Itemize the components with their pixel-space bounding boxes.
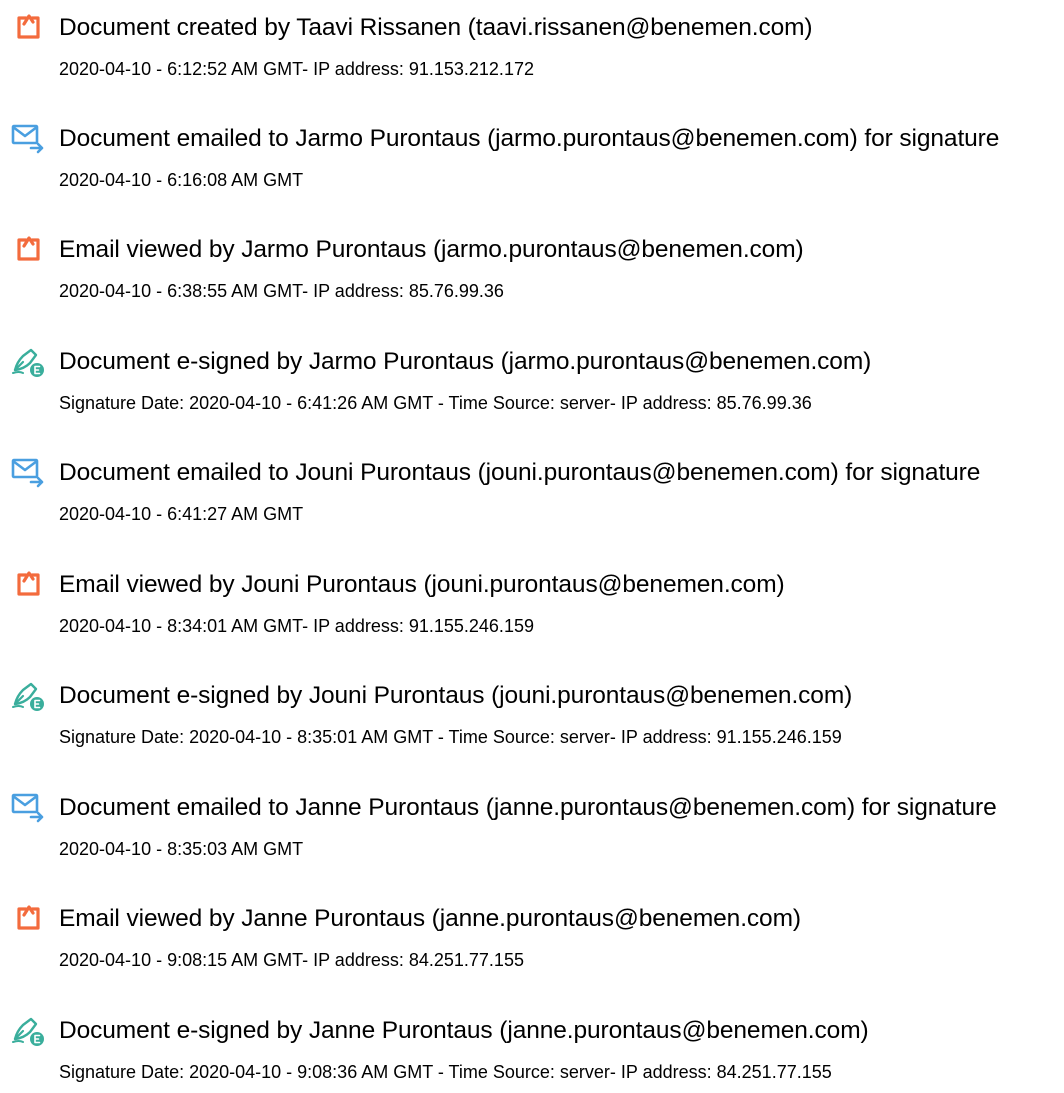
email-sent-icon <box>11 121 45 155</box>
event-detail: 2020-04-10 - 8:34:01 AM GMT- IP address: 91.155.246.159 <box>59 616 534 636</box>
email-viewed-icon <box>11 567 45 601</box>
email-sent-icon <box>11 790 45 824</box>
event-title: Email viewed by Jarmo Purontaus (jarmo.purontaus@benemen.com) <box>59 236 804 263</box>
email-viewed-icon <box>11 232 45 266</box>
audit-event <box>0 1003 1064 1093</box>
e-sign-pen-icon <box>11 678 45 712</box>
event-title: Document emailed to Janne Purontaus (janne.purontaus@benemen.com) for signature <box>59 794 997 821</box>
event-title: Document e-signed by Jouni Purontaus (jouni.purontaus@benemen.com) <box>59 682 853 709</box>
e-sign-pen-icon <box>11 1013 45 1047</box>
event-detail: 2020-04-10 - 6:12:52 AM GMT- IP address: 91.153.212.172 <box>59 59 534 79</box>
audit-event <box>0 334 1064 424</box>
event-title: Document emailed to Jarmo Purontaus (jarmo.purontaus@benemen.com) for signature <box>59 125 1000 152</box>
event-detail: Signature Date: 2020-04-10 - 9:08:36 AM GMT - Time Source: server- IP address: 84.251.77.155 <box>59 1062 832 1082</box>
event-title: Document e-signed by Janne Purontaus (janne.purontaus@benemen.com) <box>59 1017 869 1044</box>
event-detail: 2020-04-10 - 9:08:15 AM GMT- IP address: 84.251.77.155 <box>59 950 524 970</box>
e-sign-pen-icon <box>11 344 45 378</box>
audit-event <box>0 557 1064 647</box>
event-detail: Signature Date: 2020-04-10 - 8:35:01 AM GMT - Time Source: server- IP address: 91.155.246.159 <box>59 727 842 747</box>
audit-event <box>0 111 1064 201</box>
event-detail: Signature Date: 2020-04-10 - 6:41:26 AM GMT - Time Source: server- IP address: 85.76.99.36 <box>59 393 812 413</box>
audit-event <box>0 222 1064 312</box>
event-detail: 2020-04-10 - 8:35:03 AM GMT <box>59 839 304 859</box>
email-sent-icon <box>11 455 45 489</box>
event-title: Document emailed to Jouni Purontaus (jouni.purontaus@benemen.com) for signature <box>59 459 981 486</box>
event-title: Email viewed by Jouni Purontaus (jouni.purontaus@benemen.com) <box>59 571 785 598</box>
event-title: Email viewed by Janne Purontaus (janne.purontaus@benemen.com) <box>59 905 801 932</box>
event-detail: 2020-04-10 - 6:41:27 AM GMT <box>59 504 304 524</box>
event-title: Document e-signed by Jarmo Purontaus (jarmo.purontaus@benemen.com) <box>59 348 872 375</box>
event-detail: 2020-04-10 - 6:16:08 AM GMT <box>59 170 304 190</box>
document-created-icon <box>11 10 45 44</box>
event-title: Document created by Taavi Rissanen (taavi.rissanen@benemen.com) <box>59 14 813 41</box>
audit-event <box>0 0 1064 90</box>
email-viewed-icon <box>11 901 45 935</box>
audit-event <box>0 668 1064 758</box>
event-detail: 2020-04-10 - 6:38:55 AM GMT- IP address: 85.76.99.36 <box>59 281 504 301</box>
audit-event <box>0 780 1064 870</box>
audit-event <box>0 445 1064 535</box>
audit-event <box>0 891 1064 981</box>
